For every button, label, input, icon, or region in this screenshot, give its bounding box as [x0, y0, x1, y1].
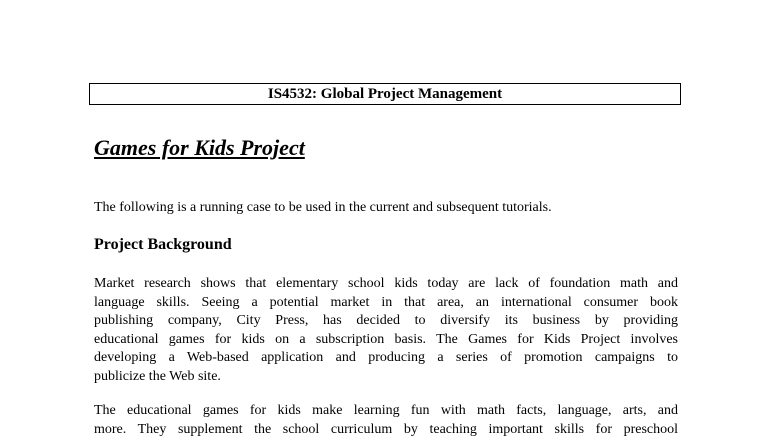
course-header-box [89, 83, 681, 105]
paragraph-project-background [94, 275, 678, 386]
paragraph-line: more. They supplement the school curriculum by teaching important skills for preschool [94, 421, 678, 437]
paragraph-line: developing a Web-based application and producing a series of promotion campaigns to [94, 350, 678, 365]
paragraph-line: publicize the Web site. [94, 368, 221, 384]
paragraph-educational-games [94, 402, 678, 439]
paragraph-line: educational games for kids on a subscription basis. The Games for Kids Project involves [94, 331, 678, 347]
course-title: IS4532: Global Project Management [267, 85, 503, 102]
paragraph-line: language skills. Seeing a potential market in that area, an international consumer book [94, 294, 678, 310]
paragraph-line: Market research shows that elementary school kids today are lack of foundation math and [94, 276, 678, 291]
paragraph-line: publishing company, City Press, has decided to diversify its business by providing [94, 313, 678, 328]
paragraph-line: The educational games for kids make learning fun with math facts, language, arts, and [94, 403, 678, 418]
document-title: Games for Kids Project [94, 135, 305, 160]
section-heading-project-background: Project Background [94, 236, 232, 253]
intro-text: The following is a running case to be used in the current and subsequent tutorials. [94, 200, 552, 215]
